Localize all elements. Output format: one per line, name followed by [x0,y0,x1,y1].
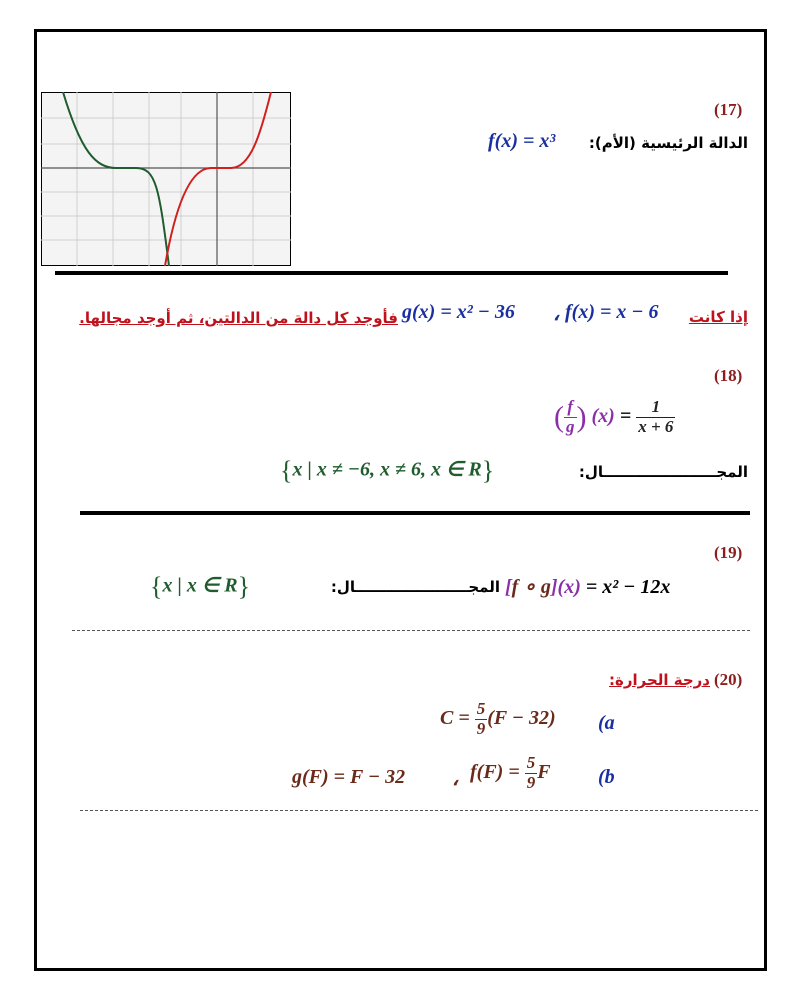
q20-b-den: 9 [526,772,536,792]
intro-g-def: g(x) = x² − 36 [402,301,515,323]
intro-comma: ، [553,303,560,325]
q18-domain-label: المجــــــــــــــــــــــال: [578,463,748,481]
q20-a-den: 9 [476,718,486,738]
divider-3 [72,630,750,631]
q18-domain: {x | x ≠ −6, x ≠ 6, x ∈ R} [280,456,495,485]
q20-a-num: 5 [476,699,486,718]
q20-b-label: (b [598,766,615,788]
q20-b-num: 5 [526,753,536,772]
q19-number: (19) [714,543,743,562]
q18-expression: ( $\frac{f}{g}$ ) (x) = $\frac{1}{x + 6}$ [554,397,674,436]
q20-b-g: g(F) = F − 32 [292,766,406,788]
cubic-graph [41,92,291,266]
q19-domain: {x | x ∈ R} [150,572,251,601]
q18-fg-frac: ( $\frac{f}{g}$ ) [554,397,587,436]
q20-title: درجة الحرارة: [608,671,710,689]
q18-frac-num: 1 [636,398,675,418]
q20-a-left: C = [440,706,470,729]
intro-f-def: f(x) = x − 6 [565,301,659,323]
q17-formula: f(x) = x³ [488,130,556,152]
q20-number: (20) [714,670,743,689]
q19-domain-value: x | x ∈ R [162,574,238,597]
q19-domain-label: المجــــــــــــــــــــــال: [330,578,500,596]
q19-expression: [f ∘ g](x) = x² − 12x [505,576,671,598]
q20-b-f [470,754,551,792]
q18-domain-value: x | x ≠ −6, x ≠ 6, x ∈ R [292,458,482,481]
q20-b-f-left: f(F) = [470,760,520,783]
q17-number: (17) [714,100,743,119]
divider-2 [80,511,750,515]
intro-prefix: إذا كانت [688,308,748,326]
q17-label: الدالة الرئيسية (الأم): [588,134,748,152]
divider-4 [80,810,758,811]
q20-b-f-right: F [537,760,551,783]
divider-1 [55,271,728,275]
q18-frac-den: x + 6 [638,416,674,436]
q20-a-right: (F − 32) [487,706,556,729]
q18-number: (18) [714,366,743,385]
q20-b-sep: ، [452,768,459,790]
q20-a-label: (a [598,712,615,734]
q20-a [440,700,556,738]
intro-suffix: فأوجد كل دالة من الدالتين، ثم أوجد مجالها. [79,309,398,327]
